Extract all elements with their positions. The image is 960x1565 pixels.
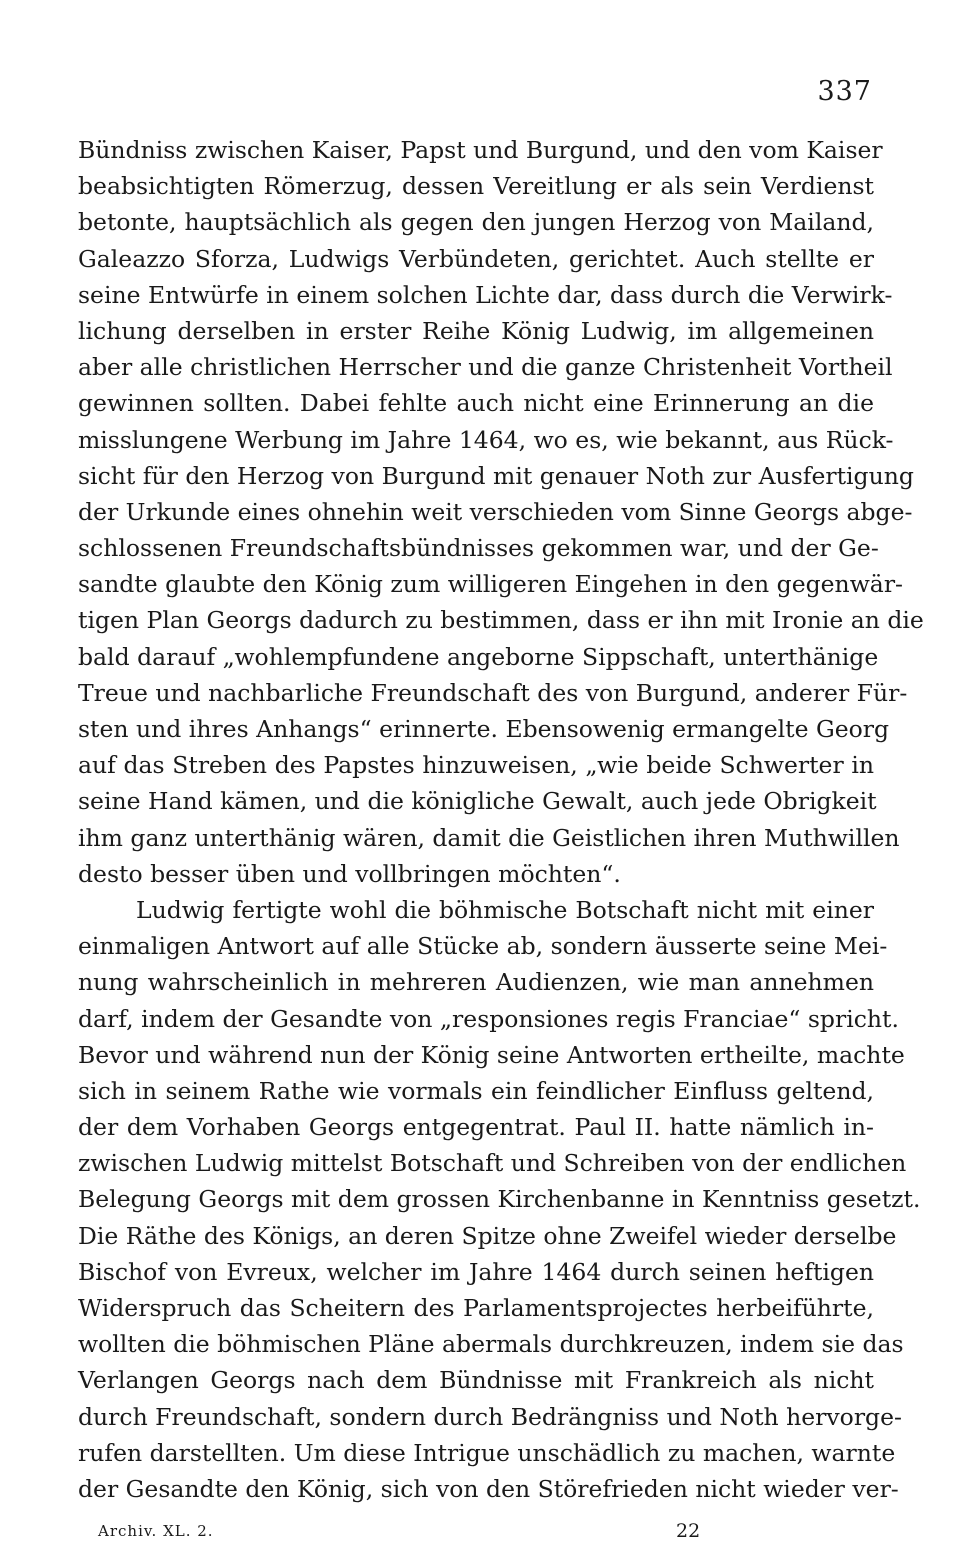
text-line: der Urkunde eines ohnehin weit verschieden vom Sinne Georgs abge- (78, 497, 913, 526)
text-line: lichung derselben in erster Reihe König Ludwig, im allgemeinen (78, 316, 874, 345)
text-line: sten und ihres Anhangs“ erinnerte. Ebensowenig ermangelte Georg (78, 715, 890, 743)
text-line: der Gesandte den König, sich von den Störefrieden nicht wieder ver- (78, 1474, 899, 1503)
text-line: rufen darstellten. Um diese Intrigue unschädlich zu machen, warnte (78, 1438, 896, 1467)
text-line: Bevor und während nun der König seine Antworten ertheilte, machte (78, 1040, 905, 1069)
text-line: seine Entwürfe in einem solchen Lichte dar, dass durch die Verwirk- (78, 280, 893, 309)
text-line: sandte glaubte den König zum willigeren Eingehen in den gegenwär- (78, 570, 903, 599)
text-line: zwischen Ludwig mittelst Botschaft und Schreiben von der endlichen (78, 1149, 907, 1178)
text-line: sich in seinem Rathe wie vormals ein feindlicher Einfluss geltend, (78, 1076, 874, 1105)
text-line: sicht für den Herzog von Burgund mit genauer Noth zur Ausfertigung (78, 461, 914, 490)
text-line: Ludwig fertigte wohl die böhmische Botschaft nicht mit einer (136, 895, 874, 924)
paragraph (78, 132, 924, 892)
signature-mark: Archiv. XL. 2. (98, 1522, 214, 1540)
text-line: beabsichtigten Römerzug, dessen Vereitlung er als sein Verdienst (78, 172, 874, 201)
text-line: betonte, hauptsächlich als gegen den jungen Herzog von Mailand, (78, 208, 874, 237)
page-number: 337 (817, 76, 872, 107)
text-line: der dem Vorhaben Georgs entgegentrat. Paul II. hatte nämlich in- (78, 1113, 874, 1142)
text-line: durch Freundschaft, sondern durch Bedrängniss und Noth hervorge- (78, 1402, 902, 1431)
text-line: desto besser üben und vollbringen möchten“. (78, 859, 621, 888)
paragraph (78, 892, 921, 1507)
text-line: Die Räthe des Königs, an deren Spitze ohne Zweifel wieder derselbe (78, 1221, 897, 1250)
text-line: Treue und nachbarliche Freundschaft des von Burgund, anderer Für- (78, 678, 908, 707)
text-line: ihm ganz unterthänig wären, damit die Geistlichen ihren Muthwillen (78, 823, 900, 852)
text-line: Bündniss zwischen Kaiser, Papst und Burgund, und den vom Kaiser (78, 136, 883, 164)
text-line: schlossenen Freundschaftsbündnisses gekommen war, und der Ge- (78, 534, 879, 563)
text-line: Galeazzo Sforza, Ludwigs Verbündeten, gerichtet. Auch stellte er (78, 244, 874, 273)
text-line: gewinnen sollten. Dabei fehlte auch nicht eine Erinnerung an die (78, 389, 874, 418)
page-footer (98, 1522, 862, 1546)
text-line: einmaligen Antwort auf alle Stücke ab, sondern äusserte seine Mei- (78, 932, 888, 961)
text-line: Belegung Georgs mit dem grossen Kirchenbanne in Kenntniss gesetzt. (78, 1185, 921, 1214)
text-line: Bischof von Evreux, welcher im Jahre 1464 durch seinen heftigen (78, 1257, 874, 1286)
text-line: misslungene Werbung im Jahre 1464, wo es, wie bekannt, aus Rück- (78, 425, 894, 454)
text-line: Widerspruch das Scheitern des Parlamentsprojectes herbeiführte, (78, 1294, 874, 1322)
text-line: darf, indem der Gesandte von „responsiones regis Franciae“ spricht. (78, 1004, 899, 1033)
text-line: bald darauf „wohlempfundene angeborne Sippschaft, unterthänige (78, 642, 879, 671)
text-line: seine Hand kämen, und die königliche Gewalt, auch jede Obrigkeit (78, 787, 877, 816)
text-line: wollten die böhmischen Pläne abermals durchkreuzen, indem sie das (78, 1330, 904, 1359)
text-line: aber alle christlichen Herrscher und die ganze Christenheit Vortheil (78, 353, 893, 382)
body-text (78, 132, 924, 1507)
text-line: tigen Plan Georgs dadurch zu bestimmen, dass er ihn mit Ironie an die (78, 606, 924, 635)
sheet-number: 22 (676, 1520, 701, 1542)
text-line: Verlangen Georgs nach dem Bündnisse mit Frankreich als nicht (78, 1366, 874, 1395)
text-line: auf das Streben des Papstes hinzuweisen, „wie beide Schwerter in (78, 751, 874, 780)
text-line: nung wahrscheinlich in mehreren Audienzen, wie man annehmen (78, 968, 874, 997)
